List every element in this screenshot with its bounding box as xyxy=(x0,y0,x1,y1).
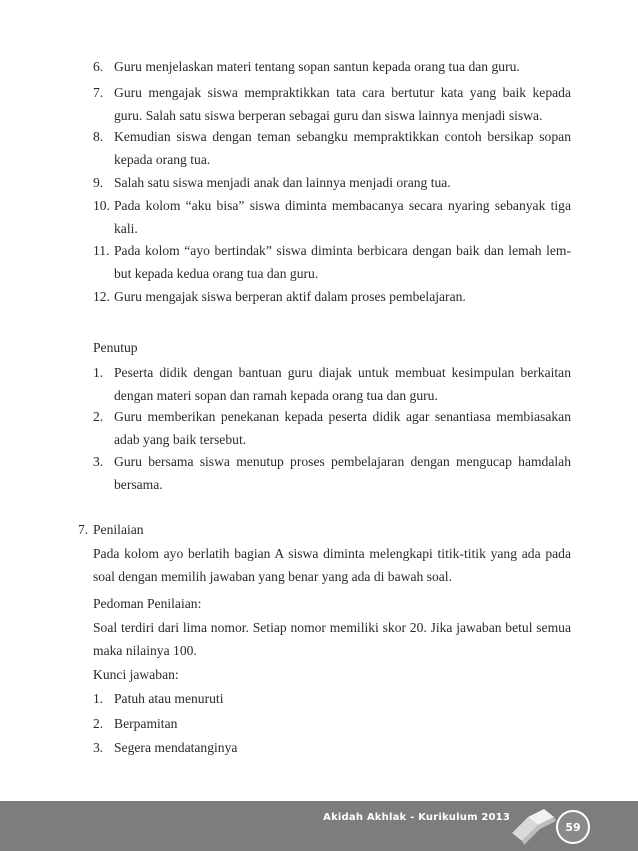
section-number: 7. xyxy=(78,522,89,537)
answer-item xyxy=(93,713,571,736)
item-text: Berpamitan xyxy=(114,716,178,731)
list-item xyxy=(93,451,571,496)
item-number: 10. xyxy=(93,198,110,213)
item-text: Guru mengajak siswa mempraktikkan tata cara bertutur kata yang baik kepada guru. Salah satu siswa berperan sebagai guru dan siswa lainnya menjadi siswa. xyxy=(114,85,571,123)
item-number: 2. xyxy=(93,409,104,424)
section-title: Penilaian xyxy=(93,522,144,537)
page-number: 59 xyxy=(556,810,590,844)
footer-book-title: Akidah Akhlak - Kurikulum 2013 xyxy=(323,812,510,823)
item-text: Segera mendatanginya xyxy=(114,740,238,755)
list-item xyxy=(93,126,571,171)
item-number: 2. xyxy=(93,716,104,731)
item-text: Guru menjelaskan materi tentang sopan santun kepada orang tua dan guru. xyxy=(114,59,520,74)
section-heading xyxy=(78,519,571,542)
list-item xyxy=(93,406,571,451)
item-text: Salah satu siswa menjadi anak dan lainnya menjadi orang tua. xyxy=(114,175,451,190)
list-item xyxy=(93,286,571,309)
answer-item xyxy=(93,737,571,760)
penutup-heading: Penutup xyxy=(93,340,138,355)
item-text: Peserta didik dengan bantuan guru diajak untuk membuat kesimpulan berkaitan dengan materi sopan dan ramah kepada orang tua dan guru. xyxy=(114,365,571,403)
item-text: Kemudian siswa dengan teman sebangku mempraktikkan contoh bersikap sopan kepada orang tua. xyxy=(114,129,571,167)
item-number: 7. xyxy=(93,85,104,100)
item-number: 1. xyxy=(93,691,104,706)
list-item xyxy=(93,362,571,407)
item-text: Pada kolom “ayo bertindak” siswa diminta berbicara dengan baik dan lemah lem- but kepada kedua orang tua dan guru. xyxy=(114,243,571,281)
item-number: 12. xyxy=(93,289,110,304)
answer-item xyxy=(93,688,571,711)
list-item xyxy=(93,195,571,240)
item-number: 6. xyxy=(93,59,104,74)
page-footer xyxy=(0,801,638,851)
penilaian-intro: Pada kolom ayo berlatih bagian A siswa diminta melengkapi titik-titik yang ada pada soal dengan memilih jawaban yang benar yang ada di bawah soal. xyxy=(93,546,571,584)
kunci-heading: Kunci jawaban: xyxy=(93,667,179,682)
item-number: 9. xyxy=(93,175,104,190)
list-item xyxy=(93,82,571,127)
item-number: 11. xyxy=(93,243,110,258)
list-item xyxy=(93,240,571,285)
item-number: 3. xyxy=(93,454,104,469)
item-text: Guru bersama siswa menutup proses pembelajaran dengan mengucap hamdalah bersama. xyxy=(114,454,571,492)
item-text: Guru mengajak siswa berperan aktif dalam proses pembelajaran. xyxy=(114,289,466,304)
item-number: 1. xyxy=(93,365,104,380)
pedoman-text: Soal terdiri dari lima nomor. Setiap nomor memiliki skor 20. Jika jawaban betul semua maka nilainya 100. xyxy=(93,620,571,658)
list-item xyxy=(93,56,571,79)
item-text: Patuh atau menuruti xyxy=(114,691,224,706)
item-text: Guru memberikan penekanan kepada peserta didik agar senantiasa membiasakan adab yang baik tersebut. xyxy=(114,409,571,447)
open-book-icon xyxy=(508,803,562,847)
pedoman-heading: Pedoman Penilaian: xyxy=(93,596,202,611)
item-number: 3. xyxy=(93,740,104,755)
item-text: Pada kolom “aku bisa” siswa diminta membacanya secara nyaring sebanyak tiga kali. xyxy=(114,198,571,236)
list-item xyxy=(93,172,571,195)
item-number: 8. xyxy=(93,129,104,144)
